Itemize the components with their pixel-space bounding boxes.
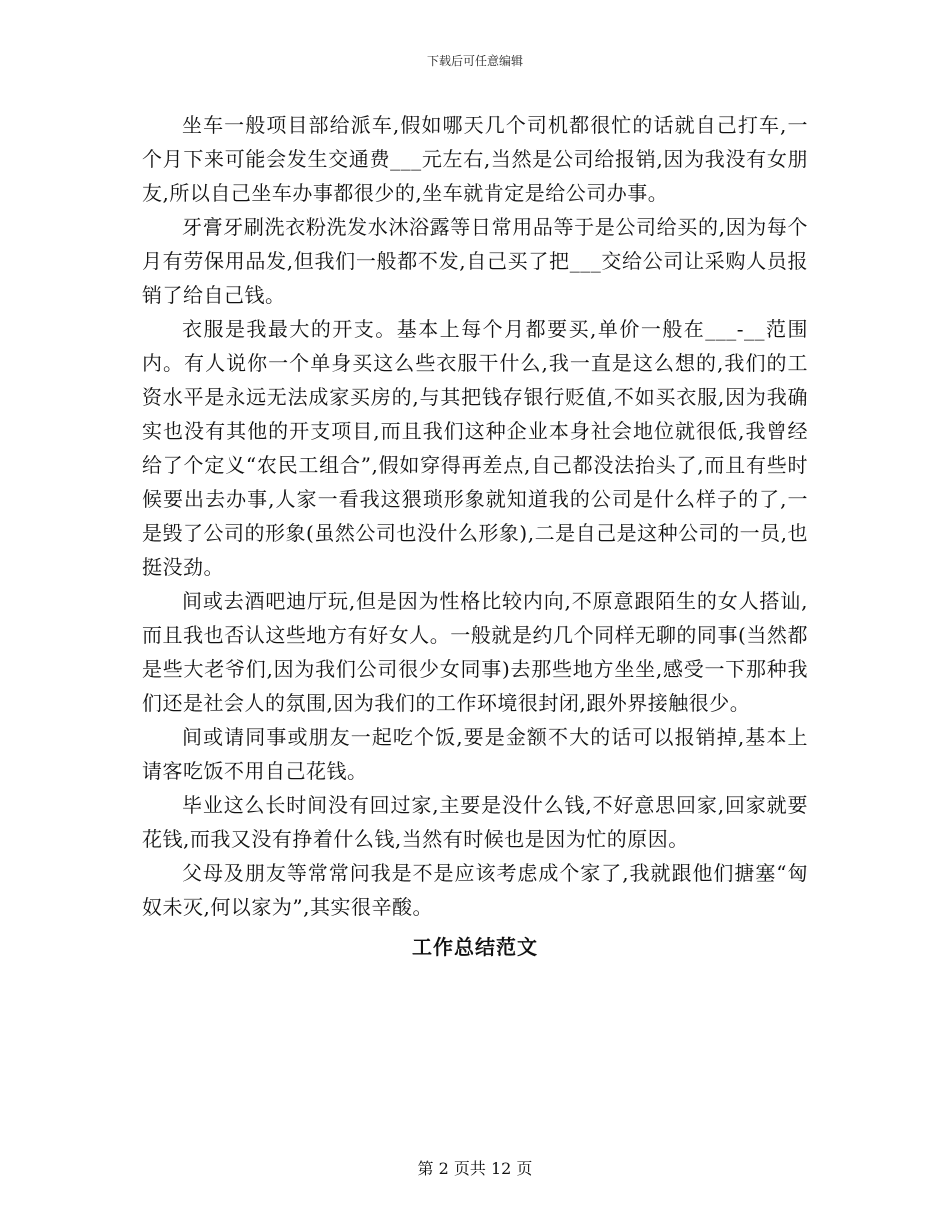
paragraph-daily-items: 牙膏牙刷洗衣粉洗发水沐浴露等日常用品等于是公司给买的,因为每个月有劳保用品发,但我们一般都不发,自己买了把___交给公司让采购人员报销了给自己钱。 (142, 215, 808, 307)
paragraph-home: 毕业这么长时间没有回过家,主要是没什么钱,不好意思回家,回家就要花钱,而我又没有挣着什么钱,当然有时候也是因为忙的原因。 (142, 793, 808, 851)
paragraph-clothing: 衣服是我最大的开支。基本上每个月都要买,单价一般在___-__范围内。有人说你一个单身买这么些衣服干什么,我一直是这么想的,我们的工资水平是永远无法成家买房的,与其把钱存银行贬值,不如买衣服,因为我确实也没有其他的开支项目,而且我们这种企业本身社会地位就很低,我曾经给了个定义“农民工组合”,假如穿得再差点,自己都没法抬头了,而且有些时候要出去办事,人家一看我这猥琐形象就知道我的公司是什么样子的了,一是毁了公司的形象(虽然公司也没什么形象),二是自己是这种公司的一员,也挺没劲。 (142, 317, 808, 579)
section-title: 工作总结范文 (412, 935, 538, 959)
document-body (142, 108, 808, 964)
page-header: 下载后可任意编辑 (426, 54, 523, 68)
paragraph-bars: 间或去酒吧迪厅玩,但是因为性格比较内向,不原意跟陌生的女人搭讪,而且我也否认这些地方有好女人。一般就是约几个同样无聊的同事(当然都是些大老爷们,因为我们公司很少女同事)去那些地方坐坐,感受一下那种我们还是社会人的氛围,因为我们的工作环境很封闭,跟外界接触很少。 (142, 589, 808, 715)
paragraph-family: 父母及朋友等常常问我是不是应该考虑成个家了,我就跟他们搪塞“匈奴未灭,何以家为”,其实很辛酸。 (142, 861, 808, 919)
page-footer: 第 2 页共 12 页 (417, 1159, 533, 1178)
paragraph-dining: 间或请同事或朋友一起吃个饭,要是金额不大的话可以报销掉,基本上请客吃饭不用自己花钱。 (142, 725, 808, 783)
paragraph-transport: 坐车一般项目部给派车,假如哪天几个司机都很忙的话就自己打车,一个月下来可能会发生交通费___元左右,当然是公司给报销,因为我没有女朋友,所以自己坐车办事都很少的,坐车就肯定是给公司办事。 (142, 113, 808, 205)
